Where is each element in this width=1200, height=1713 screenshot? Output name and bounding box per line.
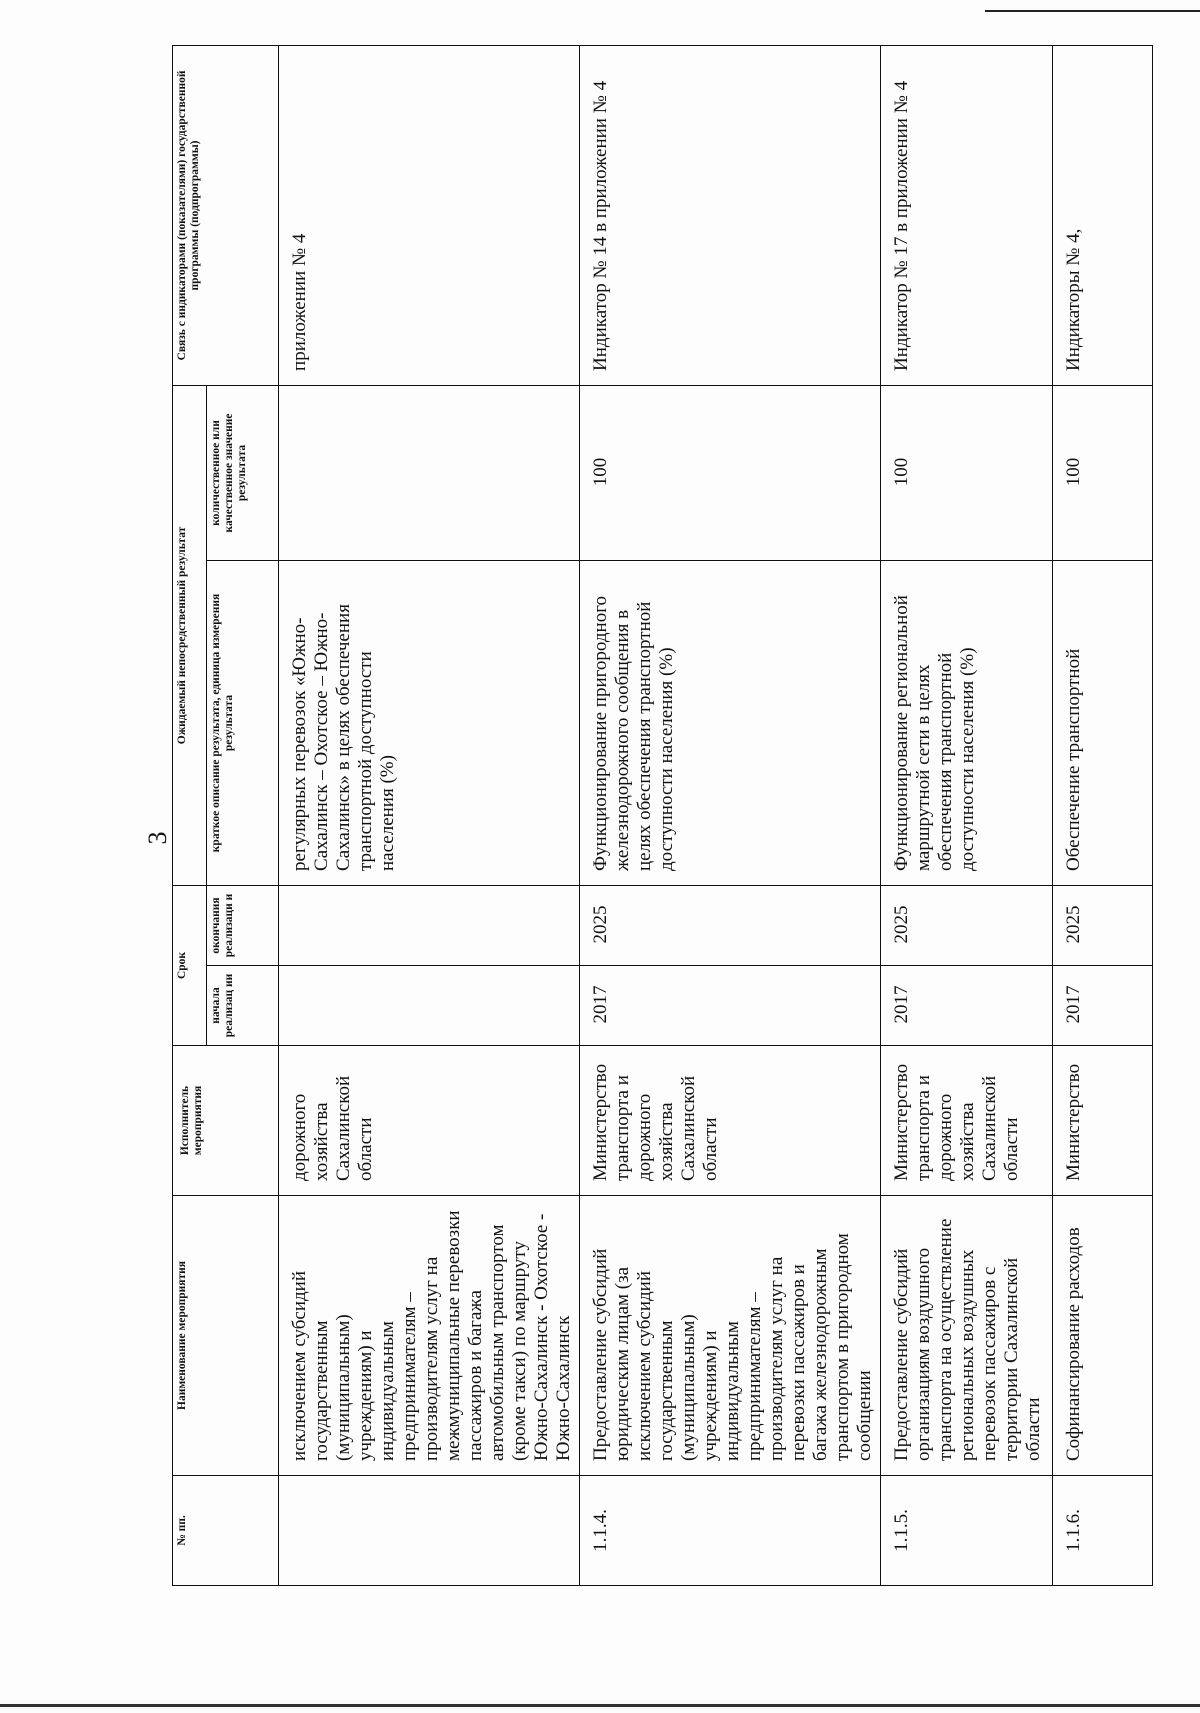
header-result-desc: краткое описание результата, единица измерения результата — [207, 560, 279, 885]
header-name: Наименование мероприятия — [173, 1196, 279, 1476]
header-link: Связь с индикаторами (показателями) государственной программы (подпрограммы) — [173, 45, 279, 385]
table-row — [580, 45, 881, 1585]
rotated-table-container — [172, 46, 1087, 1586]
cell-executor: Министерство транспорта и дорожного хозяйства Сахалинской области — [881, 1046, 1053, 1196]
measures-table — [172, 45, 1153, 1586]
cell-link: Индикаторы № 4, — [1053, 45, 1153, 385]
header-result-value: количественное или качественное значение результата — [207, 385, 279, 560]
header-term-start: начала реализац ии — [207, 966, 279, 1046]
cell-value — [279, 385, 580, 560]
cell-executor: Министерство — [1053, 1046, 1153, 1196]
cell-value: 100 — [1053, 385, 1153, 560]
header-num: № пп. — [173, 1476, 279, 1586]
cell-name: Предоставление субсидий юридическим лицам (за исключением субсидий государственным (муниципальным) учреждениям) и индивидуальным предпринимателям – производителям услуг на перевозки пассажиров и багажа железнодорожным транспортом в пригородном сообщении — [580, 1196, 881, 1476]
cell-num: 1.1.4. — [580, 1476, 881, 1586]
cell-num: 1.1.5. — [881, 1476, 1053, 1586]
cell-start: 2017 — [881, 966, 1053, 1046]
table-row — [279, 45, 580, 1585]
cell-name: Софинансирование расходов — [1053, 1196, 1153, 1476]
cell-num — [279, 1476, 580, 1586]
header-executor: Исполнитель мероприятия — [173, 1046, 279, 1196]
scan-edge-bottom — [0, 1704, 1200, 1707]
cell-end: 2025 — [881, 885, 1053, 965]
table-row — [1053, 45, 1153, 1585]
cell-executor: дорожного хозяйства Сахалинской области — [279, 1046, 580, 1196]
cell-value: 100 — [881, 385, 1053, 560]
cell-result: регулярных перевозок «Южно-Сахалинск – Охотское – Южно-Сахалинск» в целях обеспечения транспортной доступности населения (%) — [279, 560, 580, 885]
header-term: Срок — [173, 885, 207, 1045]
cell-link: Индикатор № 14 в приложении № 4 — [580, 45, 881, 385]
scan-edge-top — [985, 10, 1200, 12]
cell-link: приложении № 4 — [279, 45, 580, 385]
cell-end: 2025 — [580, 885, 881, 965]
header-term-end: окончания реализаци и — [207, 885, 279, 965]
cell-start: 2017 — [580, 966, 881, 1046]
cell-name: исключением субсидий государственным (муниципальным) учреждениям) и индивидуальным предпринимателям – производителям услуг на межмуниципальные перевозки пассажиров и багажа автомобильным транспортом (кроме такси) по маршруту Южно-Сахалинск - Охотское - Южно-Сахалинск — [279, 1196, 580, 1476]
cell-link: Индикатор № 17 в приложении № 4 — [881, 45, 1053, 385]
table-row — [881, 45, 1053, 1585]
cell-start — [279, 966, 580, 1046]
cell-result: Функционирование региональной маршрутной сети в целях обеспечения транспортной доступности населения (%) — [881, 560, 1053, 885]
cell-start: 2017 — [1053, 966, 1153, 1046]
page-number: 3 — [143, 831, 172, 845]
cell-value: 100 — [580, 385, 881, 560]
cell-name: Предоставление субсидий организациям воздушного транспорта на осуществление региональных воздушных перевозок пассажиров с территории Сахалинской области — [881, 1196, 1053, 1476]
header-result: Ожидаемый непосредственный результат — [173, 385, 207, 885]
cell-result: Функционирование пригородного железнодорожного сообщения в целях обеспечения транспортной доступности населения (%) — [580, 560, 881, 885]
cell-end: 2025 — [1053, 885, 1153, 965]
cell-result: Обеспечение транспортной — [1053, 560, 1153, 885]
cell-num: 1.1.6. — [1053, 1476, 1153, 1586]
cell-end — [279, 885, 580, 965]
cell-executor: Министерство транспорта и дорожного хозяйства Сахалинской области — [580, 1046, 881, 1196]
